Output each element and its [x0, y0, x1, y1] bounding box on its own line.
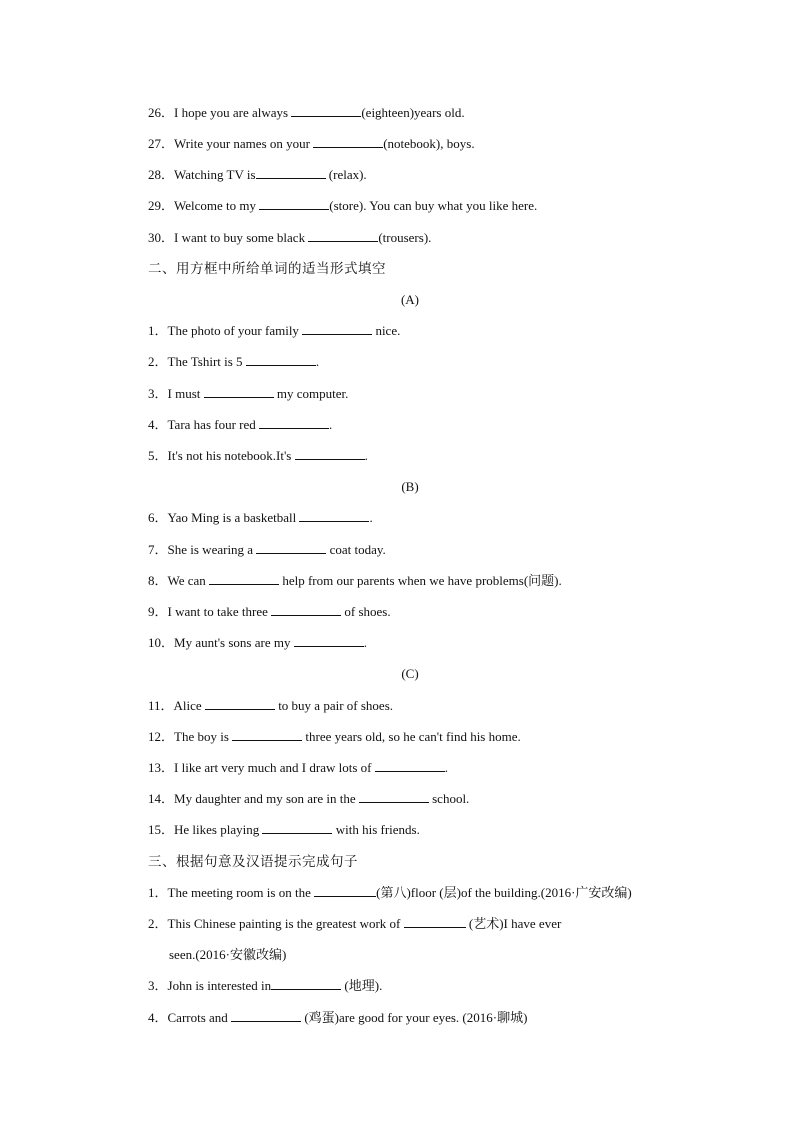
question-12: 12．The boy is three years old, so he can't find his home. — [148, 729, 521, 744]
question-29: 29．Welcome to my (store). You can buy what you like here. — [148, 198, 538, 213]
answer-blank[interactable] — [404, 916, 466, 928]
question-9: 9．I want to take three of shoes. — [148, 604, 391, 619]
section-heading-2: 二、用方框中所给单词的适当形式填空 — [148, 261, 386, 277]
sentence-3: 3．John is interested in (地理). — [148, 978, 383, 993]
question-1: 1．The photo of your family nice. — [148, 323, 401, 338]
answer-blank[interactable] — [231, 1010, 301, 1022]
answer-blank[interactable] — [256, 542, 326, 554]
group-label-a: (A) — [400, 292, 420, 307]
question-11: 11．Alice to buy a pair of shoes. — [148, 698, 393, 713]
answer-blank[interactable] — [271, 978, 341, 990]
sentence-4: 4．Carrots and (鸡蛋)are good for your eyes. (2016·聊城) — [148, 1010, 528, 1025]
question-5: 5．It's not his notebook.It's . — [148, 448, 368, 463]
question-15: 15．He likes playing with his friends. — [148, 822, 420, 837]
answer-blank[interactable] — [308, 230, 378, 242]
sentence-2: 2．This Chinese painting is the greatest work of (艺术)I have ever — [148, 916, 562, 931]
answer-blank[interactable] — [262, 822, 332, 834]
question-26: 26．I hope you are always (eighteen)years old. — [148, 105, 465, 120]
question-14: 14．My daughter and my son are in the school. — [148, 791, 470, 806]
question-3: 3．I must my computer. — [148, 386, 349, 401]
answer-blank[interactable] — [294, 635, 364, 647]
group-label-c: (C) — [401, 666, 419, 681]
answer-blank[interactable] — [259, 417, 329, 429]
answer-blank[interactable] — [313, 136, 383, 148]
question-10: 10．My aunt's sons are my . — [148, 635, 367, 650]
question-7: 7．She is wearing a coat today. — [148, 542, 386, 557]
answer-blank[interactable] — [259, 198, 329, 210]
answer-blank[interactable] — [204, 386, 274, 398]
question-13: 13．I like art very much and I draw lots of . — [148, 760, 448, 775]
answer-blank[interactable] — [359, 791, 429, 803]
question-4: 4．Tara has four red . — [148, 417, 333, 432]
question-28: 28．Watching TV is (relax). — [148, 167, 367, 182]
answer-blank[interactable] — [209, 573, 279, 585]
answer-blank[interactable] — [375, 760, 445, 772]
sentence-2-continued: seen.(2016·安徽改编) — [169, 947, 287, 962]
answer-blank[interactable] — [314, 885, 376, 897]
answer-blank[interactable] — [232, 729, 302, 741]
question-6: 6．Yao Ming is a basketball . — [148, 510, 373, 525]
answer-blank[interactable] — [299, 510, 369, 522]
question-2: 2．The Tshirt is 5 . — [148, 354, 320, 369]
section-heading-3: 三、根据句意及汉语提示完成句子 — [148, 854, 358, 870]
question-27: 27．Write your names on your (notebook), boys. — [148, 136, 475, 151]
answer-blank[interactable] — [271, 604, 341, 616]
answer-blank[interactable] — [295, 448, 365, 460]
group-label-b: (B) — [401, 479, 419, 494]
answer-blank[interactable] — [291, 105, 361, 117]
question-8: 8．We can help from our parents when we have problems(问题). — [148, 573, 562, 588]
question-30: 30．I want to buy some black (trousers). — [148, 230, 432, 245]
sentence-1: 1．The meeting room is on the (第八)floor (层)of the building.(2016·广安改编) — [148, 885, 632, 900]
answer-blank[interactable] — [302, 323, 372, 335]
answer-blank[interactable] — [205, 698, 275, 710]
answer-blank[interactable] — [246, 354, 316, 366]
answer-blank[interactable] — [256, 167, 326, 179]
